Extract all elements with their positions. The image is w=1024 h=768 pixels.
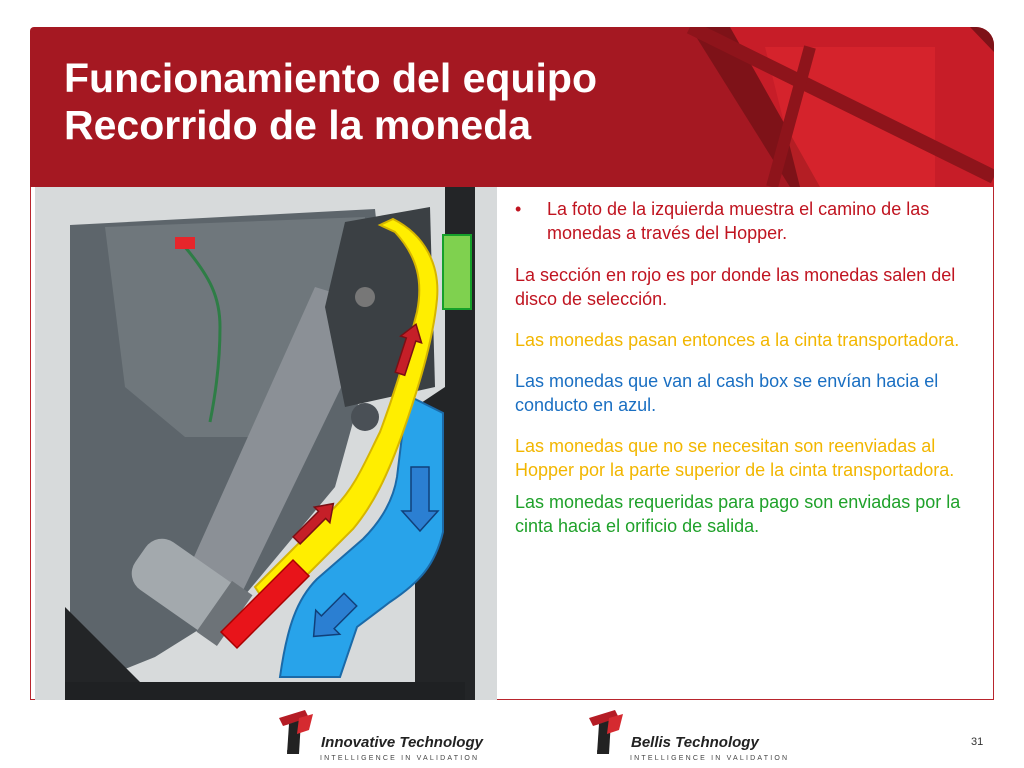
frame-bottom — [65, 682, 465, 700]
title-line-1: Funcionamiento del equipo — [64, 55, 597, 101]
bullet-dot: • — [515, 199, 522, 219]
exit-hole-green — [443, 235, 471, 309]
para-green-section: Las monedas requeridas para pago son enviadas por la cinta hacia el orificio de salida. — [515, 492, 961, 536]
bullet-item — [515, 197, 965, 245]
slide-header — [30, 27, 994, 187]
logo-innovative-technology — [275, 708, 485, 762]
mechanism-gear-2 — [351, 403, 379, 431]
wire-connector — [175, 237, 195, 249]
slide-title — [64, 55, 597, 149]
footer — [0, 700, 1024, 768]
logo2-tagline: INTELLIGENCE IN VALIDATION — [630, 755, 790, 762]
logo-bellis-technology — [585, 708, 790, 762]
logo1-name: Innovative Technology — [321, 734, 483, 751]
svg-text:®: ® — [287, 749, 293, 756]
para-red-section: La sección en rojo es por donde las monedas salen del disco de selección. — [515, 265, 956, 309]
svg-text:®: ® — [597, 749, 603, 756]
mechanism-gear — [355, 287, 375, 307]
para-yellow-section: Las monedas pasan entonces a la cinta transportadora. — [515, 330, 960, 350]
it-logo-icon — [275, 708, 319, 756]
explanation-text — [515, 197, 965, 555]
title-line-2: Recorrido de la moneda — [64, 102, 532, 148]
para-blue-section: Las monedas que van al cash box se envían hacia el conducto en azul. — [515, 371, 939, 415]
logo1-tagline: INTELLIGENCE IN VALIDATION — [320, 755, 480, 762]
page-number: 31 — [971, 736, 984, 748]
bt-logo-icon — [585, 708, 629, 756]
logo2-name: Bellis Technology — [631, 734, 759, 751]
para-recirculation: Las monedas que no se necesitan son reenviadas al Hopper por la parte superior de la cinta transportadora. — [515, 436, 955, 480]
bullet-text: La foto de la izquierda muestra el camino de las monedas a través del Hopper. — [547, 199, 930, 243]
hopper-photo — [35, 187, 497, 700]
